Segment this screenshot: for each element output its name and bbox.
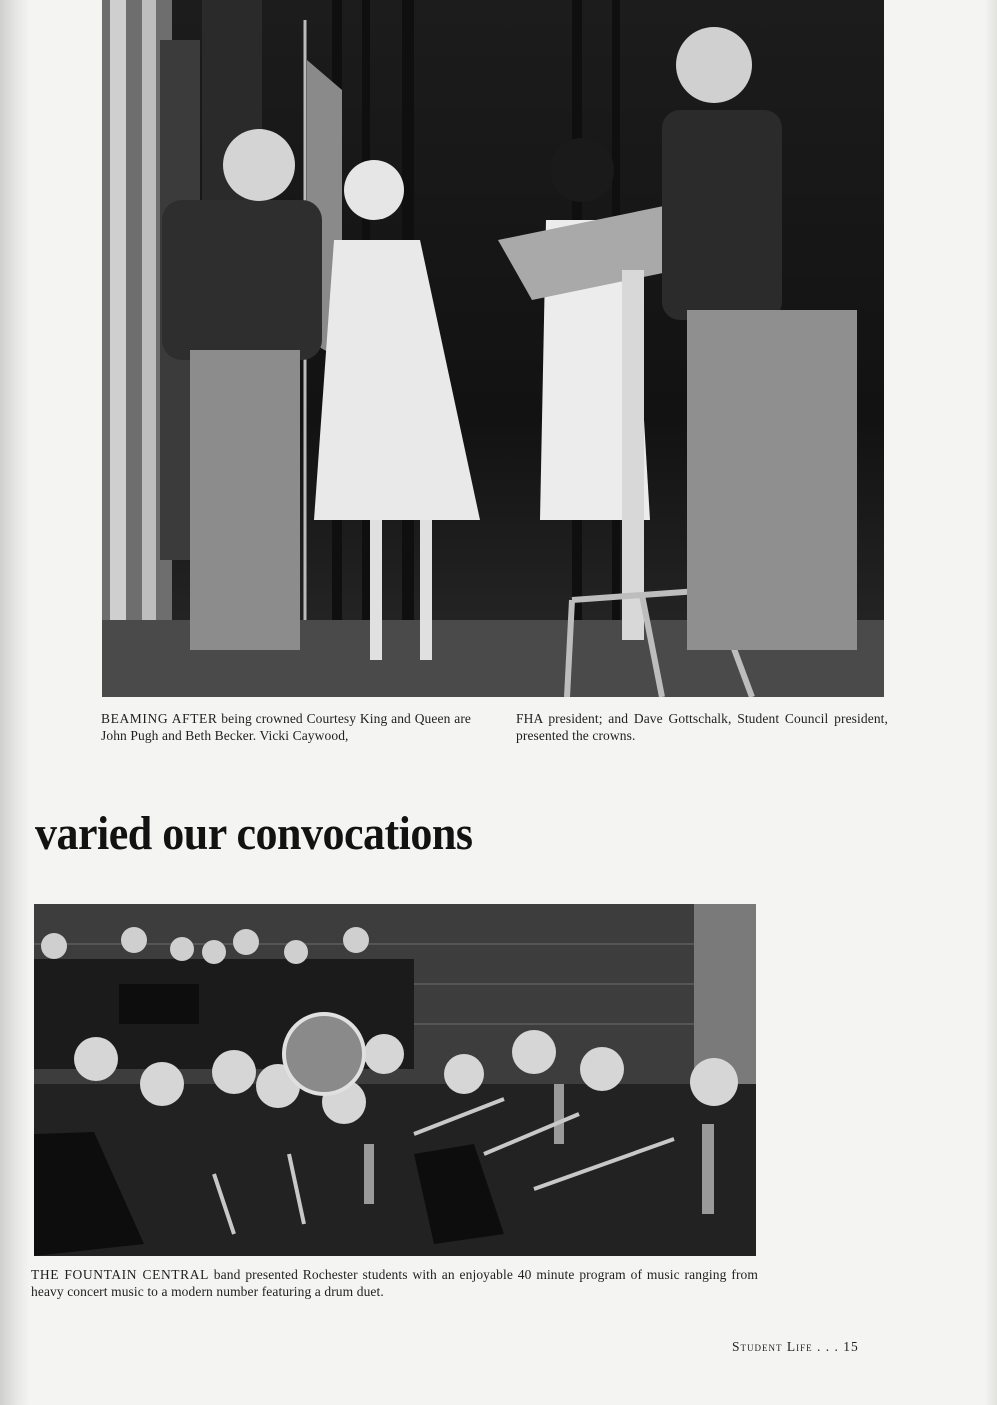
footer-section-title: Student Life xyxy=(732,1339,813,1354)
concert-band-photo xyxy=(34,904,756,1256)
caption-lead: BEAMING AFTER xyxy=(101,711,218,726)
page-gutter-shadow xyxy=(0,0,30,1405)
caption-bottom xyxy=(31,1266,758,1300)
caption-top-left xyxy=(101,710,471,744)
photo-top-illustration xyxy=(102,0,884,697)
page-number: 15 xyxy=(843,1339,859,1354)
page-edge xyxy=(985,0,997,1405)
caption-text: FHA president; and Dave Gottschalk, Student Council president, presented the crowns. xyxy=(516,711,888,743)
page-footer xyxy=(732,1339,859,1355)
caption-top-right xyxy=(516,710,888,744)
footer-dots: . . . xyxy=(812,1339,844,1354)
caption-text: being crowned Courtesy King and Queen are John Pugh and Beth Becker. Vicki Caywood, xyxy=(101,711,472,743)
page-headline: varied our convocations xyxy=(35,807,473,860)
stage-crowning-photo xyxy=(102,0,884,697)
photo-bottom-illustration xyxy=(34,904,756,1256)
caption-text: band presented Rochester students with an enjoyable 40 minute program of music ranging from heavy concert music to a modern number featuring a drum duet. xyxy=(31,1267,758,1299)
caption-lead: THE FOUNTAIN CENTRAL xyxy=(31,1267,209,1282)
